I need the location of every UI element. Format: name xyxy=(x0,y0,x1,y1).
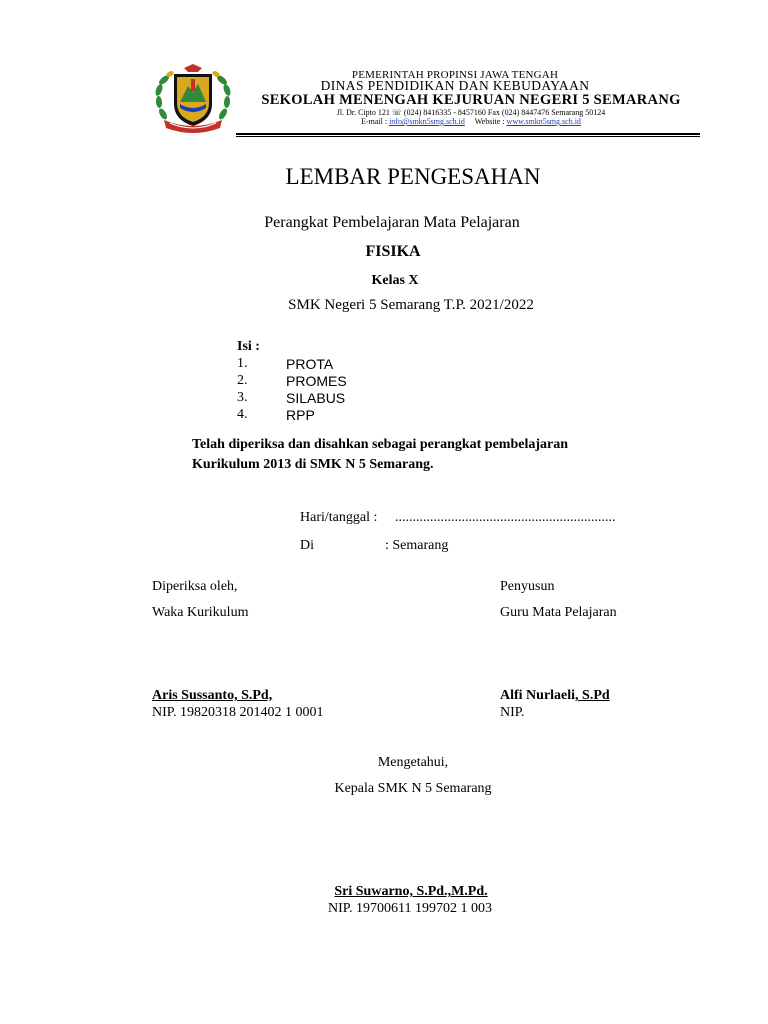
author-name xyxy=(500,688,610,704)
principal-name: Sri Suwarno, S.Pd.,M.Pd. xyxy=(334,884,488,899)
author-label: Penyusun xyxy=(500,579,555,594)
examiner-role: Waka Kurikulum xyxy=(152,605,249,620)
author-nip: NIP. xyxy=(500,705,525,720)
letterhead-government: PEMERINTAH PROPINSI JAWA TENGAH xyxy=(351,69,559,81)
statement-line-1: Telah diperiksa dan disahkan sebagai perangkat pembelajaran xyxy=(192,437,569,452)
letterhead-contact xyxy=(236,117,706,126)
jawa-tengah-emblem-icon xyxy=(150,62,236,134)
letterhead-divider xyxy=(236,133,700,135)
list-item: SILABUS xyxy=(286,390,346,406)
examined-by-label: Diperiksa oleh, xyxy=(152,579,238,594)
examiner-name: Aris Sussanto, S.Pd, xyxy=(152,688,273,703)
examiner-nip: NIP. 19820318 201402 1 0001 xyxy=(152,705,324,720)
phone-text: (024) 8416335 - 8457160 xyxy=(403,108,486,117)
acknowledged-label: Mengetahui, xyxy=(377,755,449,770)
subject-name: FISIKA xyxy=(365,243,421,260)
author-role: Guru Mata Pelajaran xyxy=(500,605,617,620)
class-level: Kelas X xyxy=(371,273,419,288)
list-item-number: 1. xyxy=(237,356,248,371)
page-title: LEMBAR PENGESAHAN xyxy=(285,164,541,189)
email-link[interactable]: info@smkn5smg.sch.id xyxy=(389,117,465,126)
date-label: Hari/tanggal : xyxy=(300,510,378,525)
list-item: RPP xyxy=(286,407,315,423)
address-text: Jl. Dr. Cipto 121 xyxy=(336,108,390,117)
letterhead-department: DINAS PENDIDIKAN DAN KEBUDAYAAN xyxy=(320,78,590,93)
website-label: Website : xyxy=(474,117,505,126)
author-name-degree: , S.Pd xyxy=(575,688,610,703)
list-item: PROTA xyxy=(286,356,334,372)
email-label: E-mail : xyxy=(361,117,388,126)
telephone-icon: ☏ xyxy=(391,108,402,117)
list-item-number: 3. xyxy=(237,390,248,405)
fax-text: Fax (024) 8447476 Semarang 50124 xyxy=(487,108,606,117)
school-year: SMK Negeri 5 Semarang T.P. 2021/2022 xyxy=(288,297,534,313)
principal-role: Kepala SMK N 5 Semarang xyxy=(334,781,492,796)
list-item-number: 4. xyxy=(237,407,248,422)
list-item: PROMES xyxy=(286,373,347,389)
statement-line-2: Kurikulum 2013 di SMK N 5 Semarang. xyxy=(192,457,434,472)
website-link[interactable]: www.smkn5smg.sch.id xyxy=(506,117,581,126)
list-item-number: 2. xyxy=(237,373,248,388)
date-value: ............................................................... xyxy=(395,510,616,525)
place-label: Di xyxy=(300,538,314,553)
subtitle: Perangkat Pembelajaran Mata Pelajaran xyxy=(264,214,520,231)
letterhead-school: SEKOLAH MENENGAH KEJURUAN NEGERI 5 SEMARANG xyxy=(261,92,681,108)
contents-label: Isi : xyxy=(237,339,260,354)
author-name-first: Alfi Nurlaeli xyxy=(500,688,576,703)
place-value: : Semarang xyxy=(385,538,449,553)
letterhead-divider-thin xyxy=(236,136,700,137)
principal-nip: NIP. 19700611 199702 1 003 xyxy=(328,901,492,916)
letterhead-address xyxy=(236,108,706,117)
